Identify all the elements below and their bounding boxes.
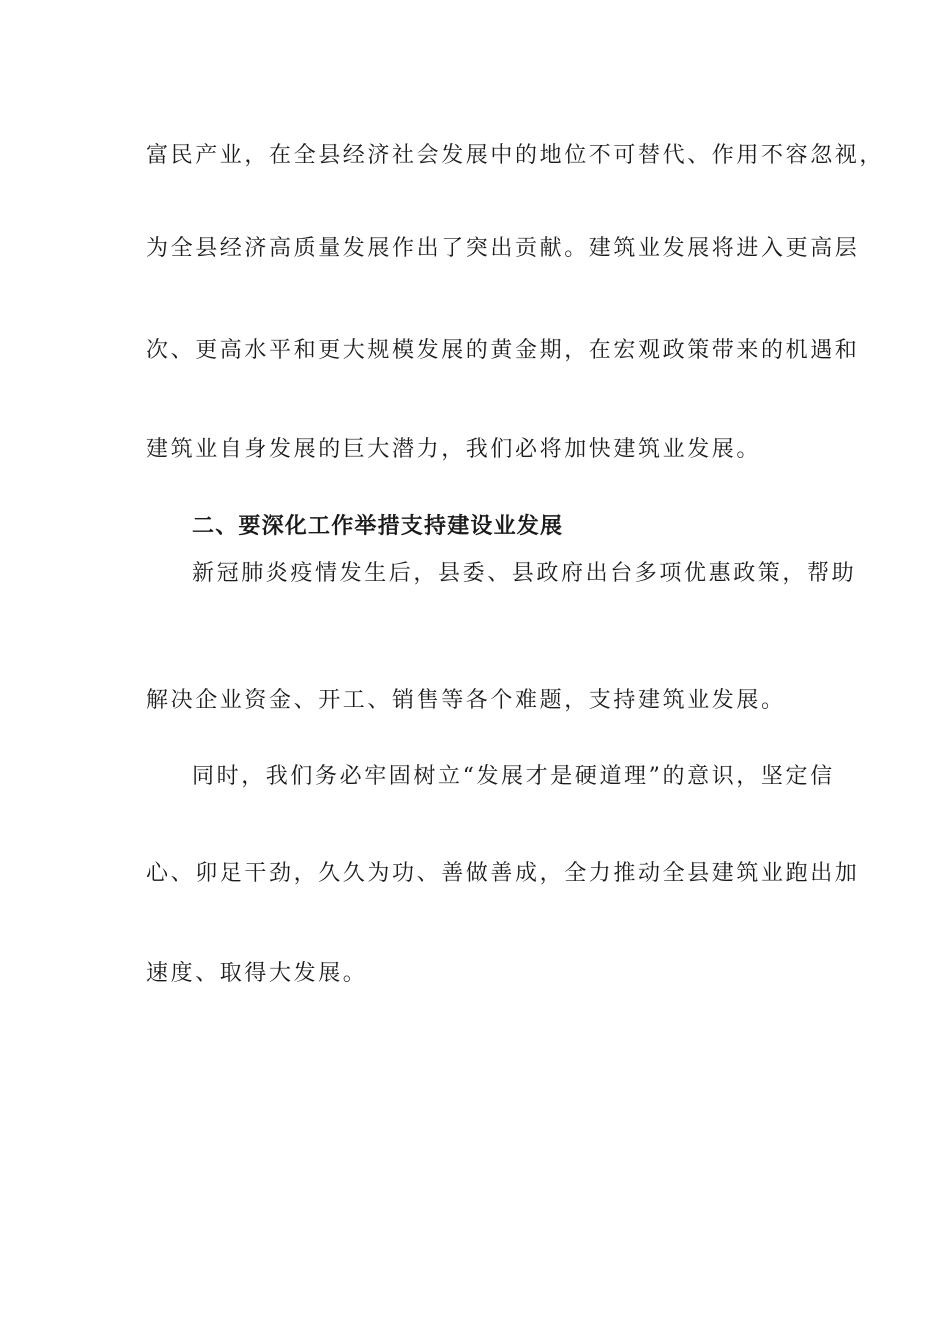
paragraph-1-line-1: 富民产业，在全县经济社会发展中的地位不可替代、作用不容忽视， [146,143,885,168]
paragraph-2-line-2: 解决企业资金、开工、销售等各个难题，支持建筑业发展。 [146,688,786,713]
paragraph-3-line-2: 心、卯足干劲，久久为功、善做善成，全力推动全县建筑业跑出加 [146,861,860,886]
paragraph-1-line-3: 次、更高水平和更大规模发展的黄金期，在宏观政策带来的机遇和 [146,338,860,363]
paragraph-1-line-4: 建筑业自身发展的巨大潜力，我们必将加快建筑业发展。 [146,437,762,462]
paragraph-2-line-1: 新冠肺炎疫情发生后，县委、县政府出台多项优惠政策，帮助 [192,561,857,586]
paragraph-3-line-1: 同时，我们务必牢固树立“发展才是硬道理”的意识，坚定信 [192,764,835,789]
section-heading: 二、要深化工作举措支持建设业发展 [192,514,564,539]
paragraph-3-line-3: 速度、取得大发展。 [146,961,368,986]
paragraph-1-line-2: 为全县经济高质量发展作出了突出贡献。建筑业发展将进入更高层 [146,236,860,261]
